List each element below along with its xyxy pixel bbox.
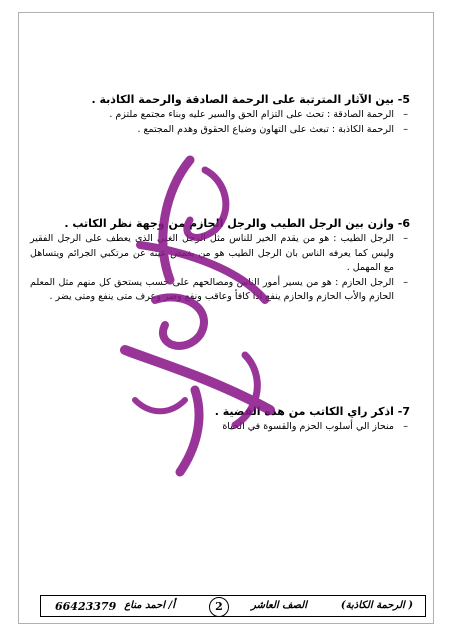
dash-bullet: – [403,276,408,288]
dash-bullet: – [403,109,408,120]
dash-bullet: – [403,233,408,244]
question-5-heading: 5- بين الآثار المترتبة على الرحمة الصادقة والرحمة الكاذبة . [91,93,410,106]
answer-text: الرجل الطيب : هو من يقدم الخير للناس مثل الرجل الغني الذي يعطف على الرجل الفقير وليس كما يعرفه الناس بان الرجل الطيب هو من يغمض عينه عن مرتكبي الجرائم ويتساهل مع المهمل . [30,233,394,273]
footer-grade: الصف العاشر [251,600,307,611]
answer-item [30,276,410,305]
answer-item [30,108,410,123]
answer-text: الرحمة الصادقة : تحث على التزام الحق والسير عليه وبناء مجتمع ملتزم . [109,109,394,120]
dash-bullet: – [403,123,408,135]
question-5-section [30,92,410,137]
footer-teacher: أ/ احمد مناع [124,600,175,611]
question-7-heading: 7- اذكر راي الكاتب من هذه القضية . [214,405,410,418]
answer-item [30,123,410,138]
answer-text: الرجل الحازم : هو من يسير أمور الناس ومصالحهم على حسب يستحق كل منهم مثل المعلم الحازم والأب الحازم والحازم ينفع اذا كافأ وعاقب ونفع وضر وعرف متى ينفع ومتى يضر . [30,276,394,302]
footer-subject: ( الرحمة الكاذبة) [340,600,413,611]
question-6-heading: 6- وازن بين الرجل الطيب والرجل الحازم من وجهة نظر الكاتب . [64,217,410,230]
answer-text: منحاز الي أسلوب الحزم والقسوة في الحياة [222,421,394,432]
footer-page-number: 2 [209,597,229,617]
answer-item [30,420,410,435]
question-6-section [30,216,410,305]
question-7-section [30,404,410,435]
dash-bullet: – [403,421,408,432]
answer-item [30,232,410,276]
page-footer [40,595,426,617]
footer-phone: 66423379 [55,600,117,613]
answer-text: الرحمة الكاذبة : تبعث على التهاون وضياع الحقوق وهدم المجتمع . [137,123,394,135]
